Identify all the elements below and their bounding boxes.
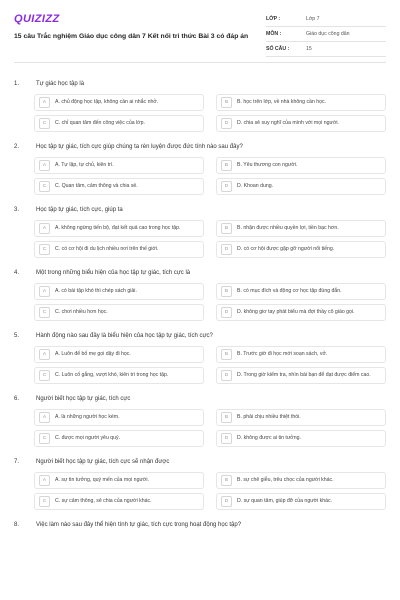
option-text: C. Luôn cố gắng, vượt khó, kiên trì trong học tập. [55,372,169,379]
answer-option[interactable] [34,94,204,111]
question-prompt [14,203,386,217]
question-text: Hành động nào sau đây là biểu hiện của học tập tự giác, tích cực? [36,333,213,339]
answer-option[interactable] [216,409,386,426]
answer-option[interactable] [34,346,204,363]
question-prompt [14,77,386,91]
answer-option[interactable] [216,472,386,489]
answer-option[interactable] [216,304,386,321]
option-letter-box: A [39,223,50,234]
option-text: D. không giơ tay phát biểu mà đợi thầy cô giáo gọi. [237,309,355,316]
answer-option[interactable] [34,220,204,237]
meta-row-subject [266,27,386,42]
question-text: Học tập tự giác, tích cực, giúp ta [36,207,123,213]
option-letter-box: C [39,370,50,381]
question-item [14,77,386,132]
option-letter-box: C [39,433,50,444]
option-letter-box: C [39,244,50,255]
question-item [14,455,386,510]
option-letter-box: B [221,475,232,486]
answer-option[interactable] [34,409,204,426]
question-item [14,266,386,321]
question-text: Việc làm nào sau đây thể hiện tính tự giác, tích cực trong hoạt động học tập? [36,522,242,528]
answer-options [34,472,386,510]
option-text: B. nhận được nhiều quyền lợi, tiền bạc hơn. [237,225,339,232]
option-text: A. không ngừng tiến bộ, đạt kết quả cao trong học tập. [55,225,181,232]
question-prompt [14,518,386,532]
option-text: B. học trên lớp, về nhà không cần học. [237,99,327,106]
question-number: 3. [14,207,20,213]
answer-options [34,220,386,258]
option-text: A. có bài tập khó thì chép sách giải. [55,288,137,295]
option-text: D. chia sẻ suy nghĩ của mình với mọi người. [237,120,339,127]
option-letter-box: B [221,97,232,108]
answer-option[interactable] [216,157,386,174]
question-text: Người biết học tập tự giác, tích cực [36,396,131,402]
answer-option[interactable] [216,241,386,258]
answer-option[interactable] [216,178,386,195]
meta-label: MÔN : [266,31,282,37]
answer-option[interactable] [34,283,204,300]
option-letter-box: B [221,286,232,297]
option-text: B. Yêu thương con người. [237,162,298,169]
question-item [14,518,386,532]
option-text: D. Khoan dung. [237,183,274,190]
worksheet-title: 15 câu Trắc nghiệm Giáo dục công dân 7 Kết nối tri thức Bài 3 có đáp án [14,33,249,40]
option-letter-box: B [221,160,232,171]
question-text: Tự giác học tập là [36,81,85,87]
option-letter-box: C [39,496,50,507]
option-text: D. Trong giờ kiểm tra, nhìn bài bạn để đạt được điểm cao. [237,372,371,379]
question-prompt [14,392,386,406]
option-letter-box: D [221,433,232,444]
option-letter-box: B [221,412,232,423]
worksheet-header [14,0,386,63]
question-number: 4. [14,270,20,276]
meta-label: LỚP : [266,16,281,22]
option-letter-box: D [221,496,232,507]
option-letter-box: D [221,307,232,318]
option-letter-box: A [39,286,50,297]
option-letter-box: A [39,97,50,108]
question-text: Học tập tự giác, tích cực giúp chúng ta rèn luyện được đức tính nào sau đây? [36,144,243,150]
option-text: C. Quan tâm, cảm thông và chia sẻ. [55,183,138,190]
question-text: Người biết học tập tự giác, tích cực sẽ nhận được [36,459,170,465]
option-text: A. Tự lập, tự chủ, kiên trì. [55,162,114,169]
answer-option[interactable] [34,115,204,132]
option-text: C. có cơ hội đi du lịch nhiều nơi trên thế giới. [55,246,159,253]
answer-options [34,283,386,321]
option-letter-box: B [221,349,232,360]
answer-option[interactable] [216,346,386,363]
option-text: A. Luôn để bố mẹ gọi dậy đi học. [55,351,131,358]
option-text: B. có mục đích và động cơ học tập đúng đắn. [237,288,342,295]
option-text: B. phải chịu nhiều thiệt thòi. [237,414,301,421]
option-text: B. Trước giờ đi học mới soạn sách, vở. [237,351,328,358]
option-text: C. sự cảm thông, sẻ chia của người khác. [55,498,152,505]
option-text: C. chỉ quan tâm đến công việc của lớp. [55,120,145,127]
answer-option[interactable] [216,94,386,111]
meta-value: Lớp 7 [306,16,320,22]
meta-table [266,12,386,57]
answer-option[interactable] [34,367,204,384]
answer-options [34,409,386,447]
answer-option[interactable] [34,493,204,510]
question-prompt [14,455,386,469]
option-text: D. có cơ hội được gặp gỡ người nổi tiếng. [237,246,335,253]
option-letter-box: A [39,160,50,171]
question-number: 6. [14,396,20,402]
question-prompt [14,266,386,280]
answer-option[interactable] [216,220,386,237]
option-letter-box: A [39,475,50,486]
question-item [14,203,386,258]
answer-options [34,346,386,384]
option-letter-box: C [39,307,50,318]
option-letter-box: D [221,370,232,381]
question-number: 5. [14,333,20,339]
answer-option[interactable] [216,493,386,510]
option-text: D. không được ai tin tưởng. [237,435,301,442]
question-number: 7. [14,459,20,465]
option-letter-box: C [39,181,50,192]
answer-option[interactable] [34,178,204,195]
answer-option[interactable] [216,115,386,132]
option-letter-box: B [221,223,232,234]
meta-value: 15 [306,46,312,52]
question-text: Một trong những biểu hiện của học tập tự giác, tích cực là [36,270,191,276]
option-text: A. chủ động học tập, không cần ai nhắc nhở. [55,99,159,106]
answer-option[interactable] [216,367,386,384]
option-text: C. được mọi người yêu quý. [55,435,121,442]
option-text: B. sự chê giễu, trêu chọc của người khác. [237,477,334,484]
option-text: A. là những người học kém. [55,414,120,421]
meta-label: SỐ CÂU : [266,46,290,52]
answer-options [34,94,386,132]
option-letter-box: A [39,349,50,360]
answer-option[interactable] [34,304,204,321]
answer-option[interactable] [34,241,204,258]
meta-value: Giáo dục công dân [306,31,350,37]
question-prompt [14,329,386,343]
option-letter-box: D [221,181,232,192]
option-text: D. sự quan tâm, giúp đỡ của người khác. [237,498,333,505]
question-item [14,329,386,384]
question-number: 2. [14,144,20,150]
question-number: 8. [14,522,20,528]
option-text: C. chơi nhiều hơn học. [55,309,108,316]
answer-options [34,157,386,195]
option-letter-box: D [221,118,232,129]
meta-row-count [266,42,386,57]
answer-option[interactable] [34,157,204,174]
option-letter-box: D [221,244,232,255]
answer-option[interactable] [34,430,204,447]
question-item [14,140,386,195]
option-text: A. sự tin tưởng, quý mến của mọi người. [55,477,149,484]
answer-option[interactable] [34,472,204,489]
quizizz-logo[interactable]: QUIZIZZ [14,13,60,25]
question-number: 1. [14,81,20,87]
answer-option[interactable] [216,283,386,300]
question-item [14,392,386,447]
meta-row-class [266,12,386,27]
option-letter-box: C [39,118,50,129]
question-prompt [14,140,386,154]
answer-option[interactable] [216,430,386,447]
option-letter-box: A [39,412,50,423]
question-list [14,63,386,532]
